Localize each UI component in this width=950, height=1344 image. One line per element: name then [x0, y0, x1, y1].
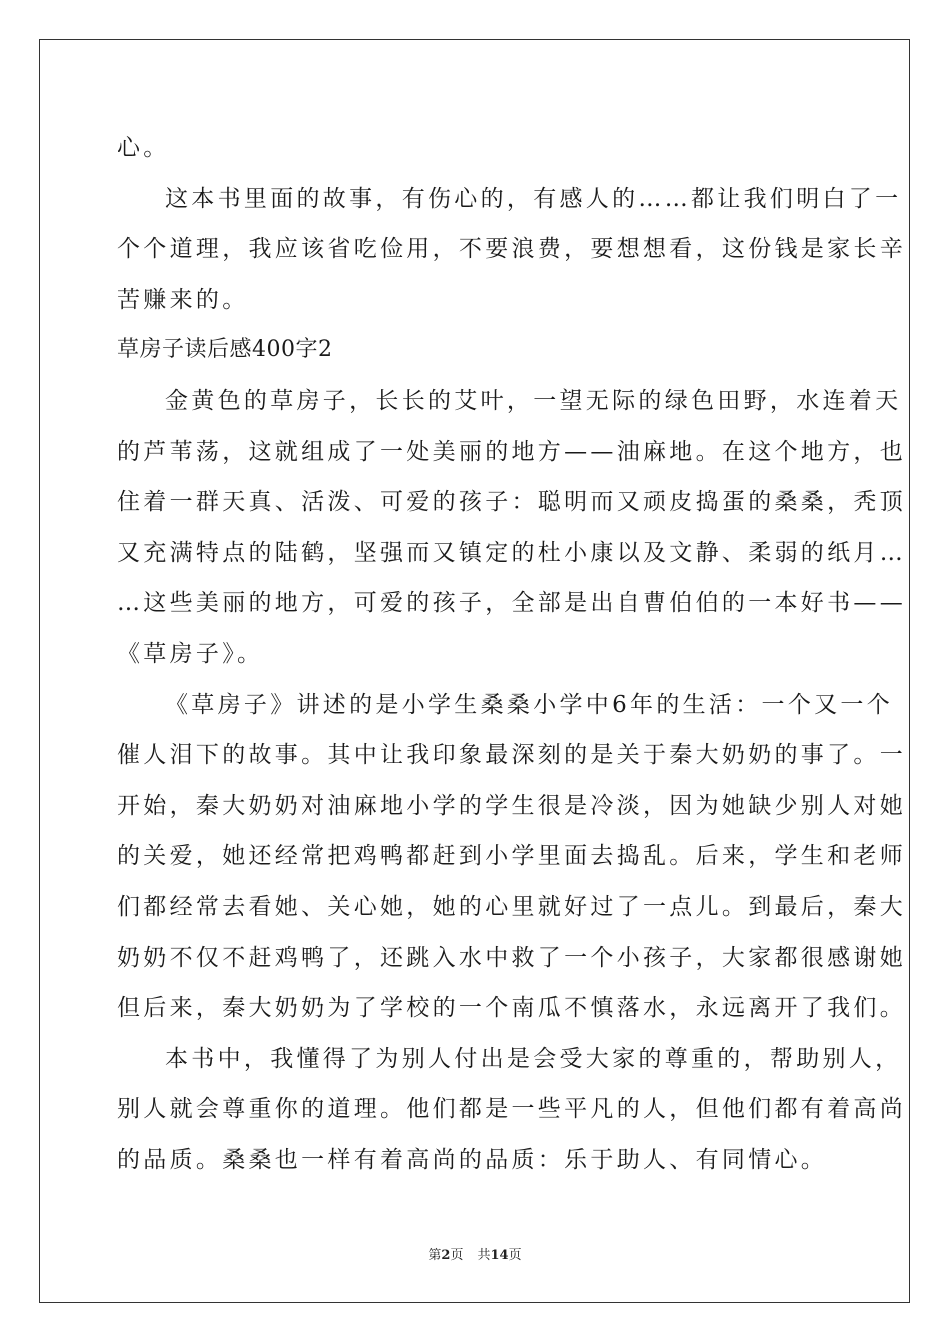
paragraph-line: 心。 [117, 135, 170, 161]
paragraph-line: 又充满特点的陆鹤，坚强而又镇定的杜小康以及文静、柔弱的纸月… [117, 539, 906, 566]
paragraph-line: 金黄色的草房子，长长的艾叶，一望无际的绿色田野，水连着天 [165, 387, 902, 414]
paragraph-line: 苦赚来的。 [117, 286, 249, 313]
paragraph-line: …这些美丽的地方，可爱的孩子，全部是出自曹伯伯的一本好书—— [117, 590, 906, 617]
paragraph-line: 们都经常去看她、关心她，她的心里就好过了一点儿。到最后，秦大 [117, 893, 906, 920]
paragraph-line: 本书中，我懂得了为别人付出是会受大家的尊重的，帮助别人， [165, 1045, 902, 1072]
paragraph-line: 个个道理，我应该省吃俭用，不要浪费，要想想看，这份钱是家长辛 [117, 236, 906, 263]
page-footer [0, 1247, 950, 1265]
section-heading: 草房子读后感400字2 [117, 337, 333, 363]
paragraph-line: 《草房子》讲述的是小学生桑桑小学中6年的生活：一个又一个 [165, 691, 894, 718]
paragraph-line: 住着一群天真、活泼、可爱的孩子：聪明而又顽皮捣蛋的桑桑，秃顶 [117, 489, 906, 516]
paragraph-line: 奶奶不仅不赶鸡鸭了，还跳入水中救了一个小孩子，大家都很感谢她 [117, 944, 906, 971]
page-suffix: 页 [450, 1248, 464, 1263]
paragraph-line: 别人就会尊重你的道理。他们都是一些平凡的人，但他们都有着高尚 [117, 1096, 906, 1123]
paragraph-line: 这本书里面的故事，有伤心的，有感人的……都让我们明白了一 [165, 185, 902, 212]
paragraph-line: 催人泪下的故事。其中让我印象最深刻的是关于秦大奶奶的事了。一 [117, 742, 906, 769]
total-prefix: 共 [477, 1248, 491, 1263]
paragraph-line: 开始，秦大奶奶对油麻地小学的学生很是冷淡，因为她缺少别人对她 [117, 792, 906, 819]
page-prefix: 第 [428, 1248, 442, 1263]
paragraph-line: 但后来，秦大奶奶为了学校的一个南瓜不慎落水，永远离开了我们。 [117, 995, 906, 1022]
paragraph-line: 《草房子》。 [117, 640, 264, 667]
paragraph-line: 的品质。桑桑也一样有着高尚的品质：乐于助人、有同情心。 [117, 1146, 828, 1173]
total-pages: 14 [490, 1248, 509, 1263]
document-body [117, 123, 906, 1185]
page-number: 2 [441, 1248, 451, 1263]
paragraph-line: 的芦苇荡，这就组成了一处美丽的地方——油麻地。在这个地方，也 [117, 438, 906, 465]
paragraph-line: 的关爱，她还经常把鸡鸭都赶到小学里面去捣乱。后来，学生和老师 [117, 843, 906, 870]
total-suffix: 页 [508, 1248, 522, 1263]
